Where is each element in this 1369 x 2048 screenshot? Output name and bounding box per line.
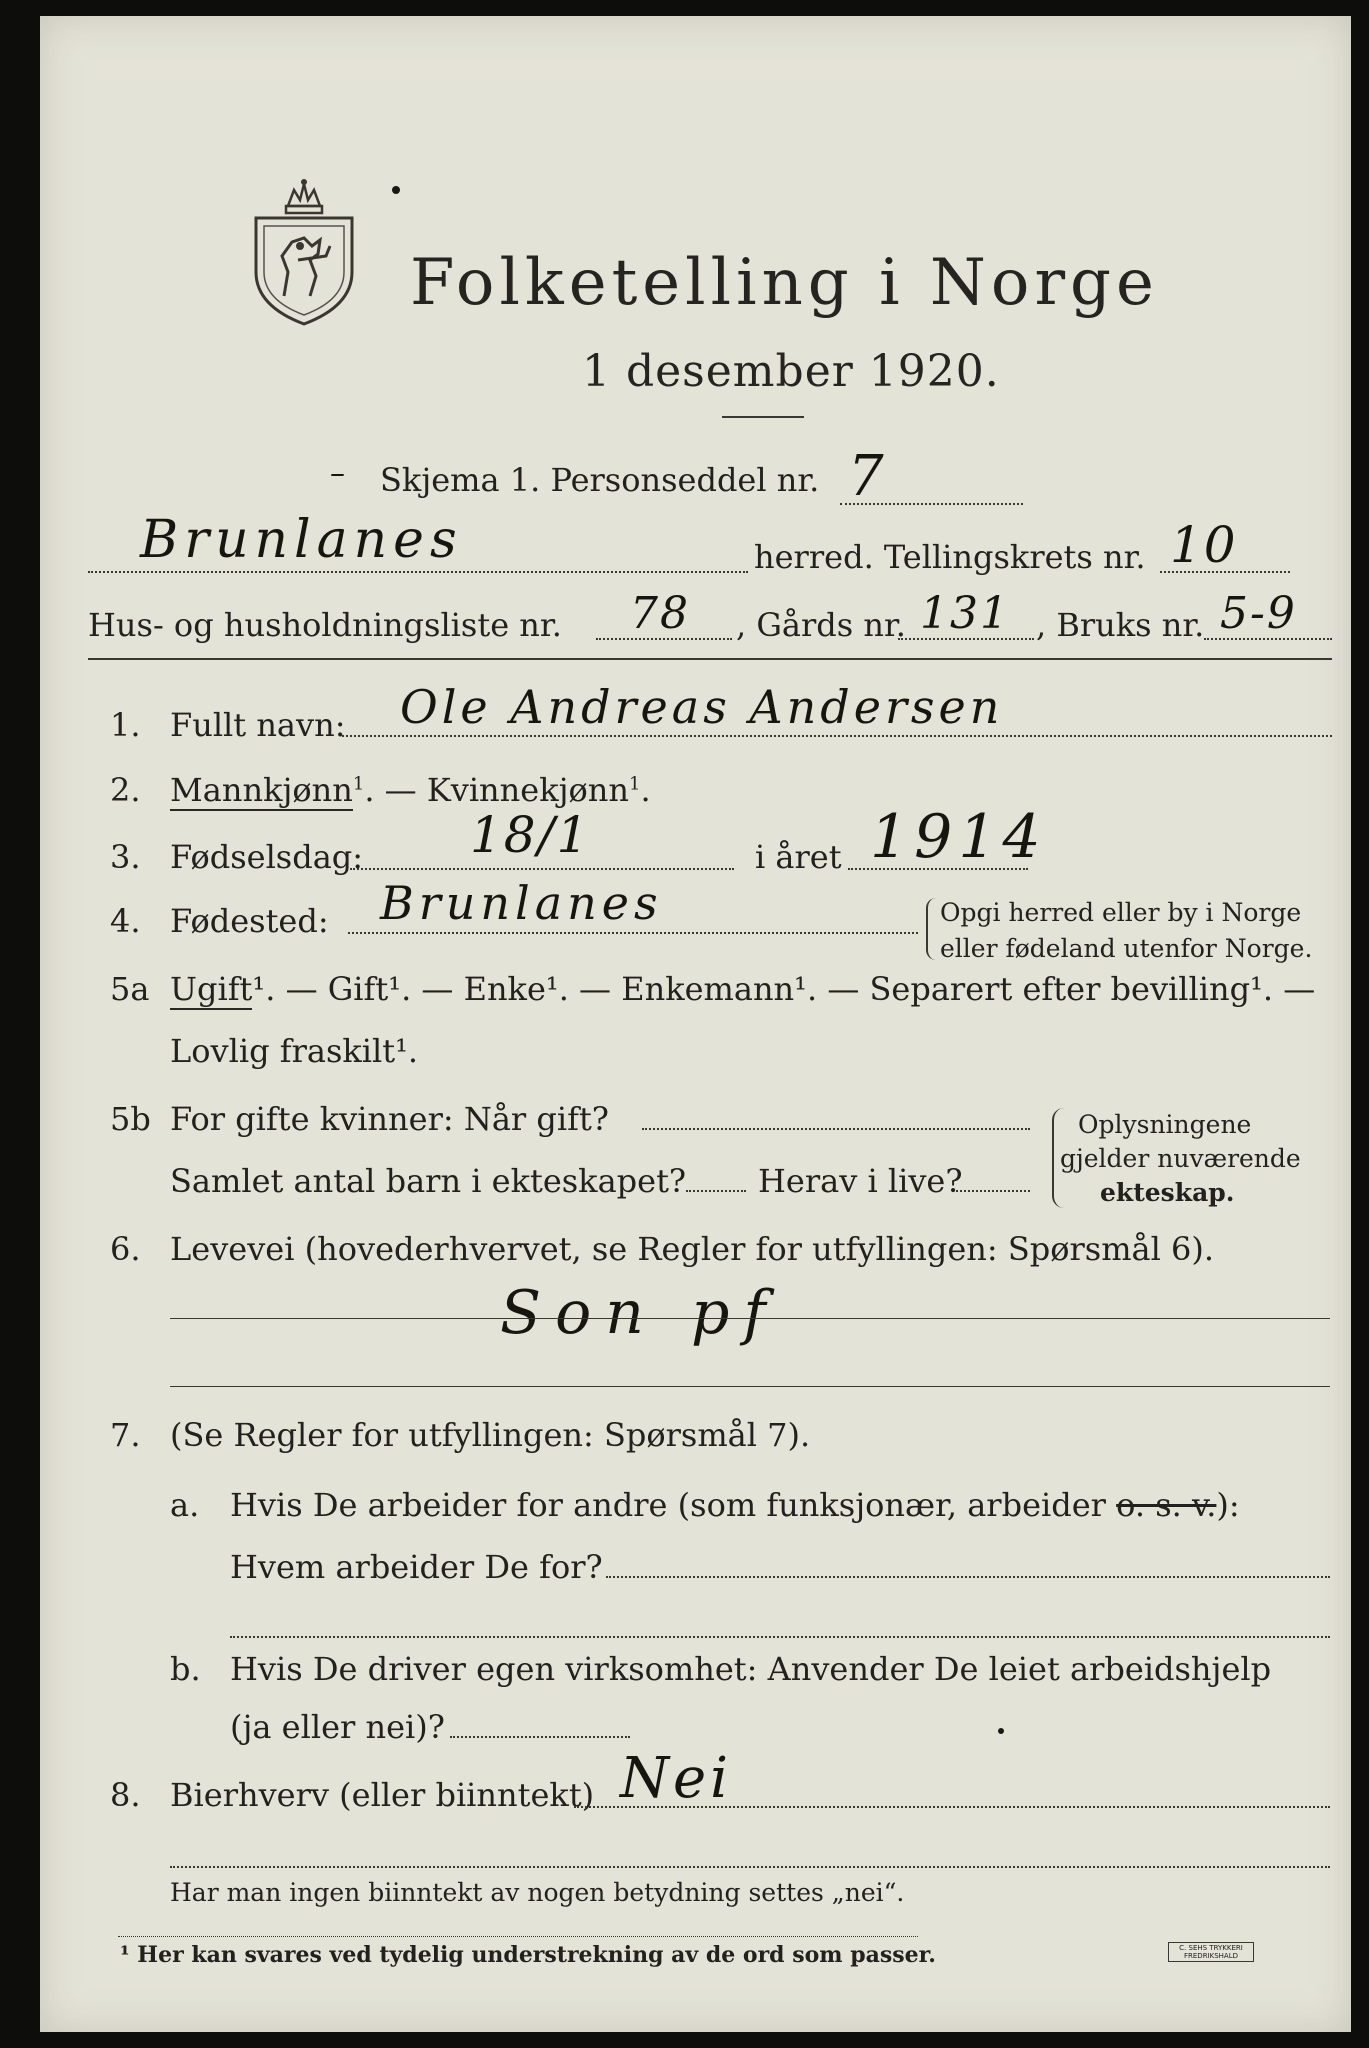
q2-number: 2.	[110, 771, 141, 809]
title-divider	[722, 416, 804, 418]
full-name-value: Ole Andreas Andersen	[400, 680, 1004, 734]
form-title: Folketelling i Norge	[410, 246, 1159, 320]
coat-of-arms-icon	[248, 176, 360, 330]
birthplace-note-line2: eller fødeland utenfor Norge.	[940, 934, 1313, 963]
birthplace-note-line1: Opgi herred eller by i Norge	[940, 898, 1302, 927]
q4-number: 4.	[110, 902, 141, 940]
q6-number: 6.	[110, 1230, 141, 1268]
q5b-note-line1: Oplysningene	[1078, 1110, 1252, 1139]
q3-label: Fødselsdag:	[170, 838, 364, 876]
q7a-line1: Hvis De arbeider for andre (som funksjonær, arbeider o. s. v.):	[230, 1486, 1240, 1524]
q4-label: Fødested:	[170, 902, 329, 940]
q1-label: Fullt navn:	[170, 706, 346, 744]
q5b-note-line2: gjelder nuværende	[1060, 1144, 1301, 1173]
q7b-line1: Hvis De driver egen virksomhet: Anvender De leiet arbeidshjelp	[230, 1650, 1272, 1688]
q5a-number: 5a	[110, 970, 150, 1008]
printer-stamp: C. SEHS TRYKKERI FREDRIKSHALD	[1168, 1942, 1254, 1962]
hus-nr-value: 78	[630, 588, 690, 639]
q5b-children-label: Samlet antal barn i ekteskapet?	[170, 1162, 687, 1200]
birthplace-value: Brunlanes	[380, 876, 663, 930]
occupation-value: Son pf	[500, 1278, 780, 1348]
gards-label: , Gårds nr.	[736, 606, 906, 644]
marital-options: Ugift¹. — Gift¹. — Enke¹. — Enkemann¹. — Separert efter bevilling¹. —	[170, 970, 1316, 1008]
q8-label: Bierhverv (eller biinntekt)	[170, 1776, 595, 1814]
struck-osv: o. s. v.	[1116, 1486, 1217, 1524]
personseddel-nr-value: 7	[848, 444, 886, 509]
gards-nr-value: 131	[920, 588, 1010, 639]
q5b-note-line3: ekteskap.	[1100, 1178, 1235, 1207]
option-male-underlined: Mannkjønn	[170, 771, 353, 809]
header-divider	[88, 658, 1332, 660]
no-income-note: Har man ingen biinntekt av nogen betydning settes „nei“.	[170, 1878, 905, 1907]
q7b-line2: (ja eller nei)?	[230, 1708, 445, 1746]
q7b-letter: b.	[170, 1650, 201, 1688]
bruks-label: , Bruks nr.	[1036, 606, 1205, 644]
herred-tellingskrets-label: herred. Tellingskrets nr.	[754, 538, 1146, 576]
q7a-line2: Hvem arbeider De for?	[230, 1548, 603, 1586]
q8-number: 8.	[110, 1776, 141, 1814]
herred-value: Brunlanes	[140, 510, 463, 570]
q7-label: (Se Regler for utfyllingen: Spørsmål 7).	[170, 1416, 811, 1454]
bruks-nr-value: 5-9	[1220, 588, 1297, 639]
footnote: ¹ Her kan svares ved tydelig understrekning av de ord som passer.	[120, 1942, 936, 1968]
tellingskrets-nr-value: 10	[1170, 516, 1238, 574]
birth-year-label: i året	[755, 838, 842, 876]
secondary-income-value: Nei	[620, 1746, 733, 1811]
q6-label: Levevei (hovederhvervet, se Regler for utfyllingen: Spørsmål 6).	[170, 1230, 1215, 1268]
q1-number: 1.	[110, 706, 141, 744]
q5b-line1: For gifte kvinner: Når gift?	[170, 1100, 609, 1138]
q7-number: 7.	[110, 1416, 141, 1454]
schema-label: Skjema 1. Personseddel nr.	[380, 461, 820, 499]
option-female: Kvinnekjønn	[426, 771, 629, 809]
q5b-alive-label: Herav i live?	[758, 1162, 963, 1200]
census-form-sheet: Folketelling i Norge 1 desember 1920. – Skjema 1. Personseddel nr. 7 Brunlanes herred. Tellingskrets nr. 10 Hus- og husholdningsliste nr. 78 , Gårds nr. 131 , Bruks nr. 5-9 1. Fullt navn: Ole Andreas Andersen 2. Mannkjønn$^1$. — Kvinnekjønn$^1$. 3. Fødselsdag: 18/1 i året 1914 4. Fødested: Brunlanes Opgi herred eller by i Norge eller fødeland utenfor Norge. 5a Ugift¹. — Gift¹. — Enke¹. — Enkemann¹. — Separert efter bevilling¹. — Lovlig fraskilt¹. 5b For gifte kvinner: Når gift? Samlet antal barn i ekteskapet? Herav i live? Oplysningene gjelder nuværende ekteskap. 6. Levevei (hovederhvervet, se Regler for utfyllingen: Spørsmål 6). Son pf 7. (Se Regler for utfyllingen: Spørsmål 7). a. Hvis De arbeider for andre (som funksjonær, arbeider o. s. v.): Hvem arbeider De for? b. Hvis De driver egen virksomhet: Anvender De leiet arbeidshjelp (ja eller nei)? 8. Bierhverv (eller biinntekt) Nei Har man ingen biinntekt av nogen betydning settes „nei“. ¹ Her kan svares ved tydelig understrekning av de ord som passer. C. SEHS TRYKKERI FREDRIKSHALD	[40, 16, 1351, 2032]
q5b-number: 5b	[110, 1100, 151, 1138]
birth-date-value: 18/1	[470, 806, 591, 864]
birth-year-value: 1914	[870, 802, 1047, 872]
hus-label: Hus- og husholdningsliste nr.	[88, 606, 562, 644]
q7a-letter: a.	[170, 1486, 200, 1524]
option-ugift-underlined: Ugift	[170, 970, 253, 1008]
census-date: 1 desember 1920.	[582, 346, 1000, 397]
q3-number: 3.	[110, 838, 141, 876]
marital-options-line2: Lovlig fraskilt¹.	[170, 1032, 419, 1070]
sex-options: Mannkjønn$^1$. — Kvinnekjønn$^1$.	[170, 771, 651, 809]
